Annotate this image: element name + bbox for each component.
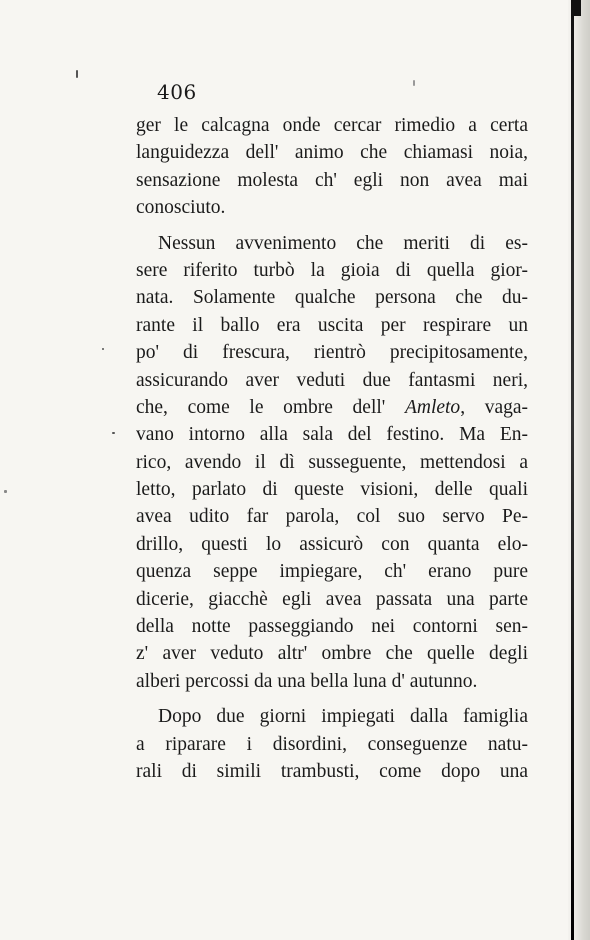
text-line: quenza seppe impiegare, ch' erano pure <box>136 561 528 583</box>
text-segment: , vaga- <box>460 396 528 418</box>
paragraph-gap <box>136 222 528 230</box>
text-line: drillo, questi lo assicurò con quanta elo- <box>136 533 528 555</box>
text-line: alberi percossi da una bella luna d' autunno. <box>136 670 478 692</box>
text-line: vano intorno alla sala del festino. Ma En- <box>136 424 528 446</box>
text-line: conosciuto. <box>136 197 226 219</box>
text-line: nata. Solamente qualche persona che du- <box>136 287 528 309</box>
page-edge-top-mark <box>573 0 581 16</box>
text-line <box>136 394 528 421</box>
paragraph <box>136 703 528 785</box>
text-line: po' di frescura, rientrò precipitosamente, <box>136 342 528 364</box>
paper-speck <box>102 348 104 350</box>
paper-speck <box>4 490 7 493</box>
text-line: ger le calcagna onde cercar rimedio a certa <box>136 115 528 136</box>
text-line: avea udito far parola, col suo servo Pe- <box>136 506 528 528</box>
italic-title: Amleto <box>404 396 461 418</box>
text-line: a riparare i disordini, conseguenze natu- <box>136 733 528 755</box>
text-segment: che, come le ombre dell' <box>136 396 405 418</box>
paper-speck <box>76 70 78 78</box>
paper-speck <box>413 80 415 86</box>
paragraph <box>136 112 528 222</box>
paper-speck <box>112 432 115 434</box>
paragraph-gap <box>136 695 528 703</box>
text-line: languidezza dell' animo che chiamasi noia, <box>136 142 528 164</box>
text-line: rico, avendo il dì susseguente, mettendosi a <box>136 451 528 473</box>
text-line: sere riferito turbò la gioia di quella gior- <box>136 259 528 281</box>
body-text <box>136 112 528 785</box>
page-number: 406 <box>157 80 197 104</box>
text-line: Nessun avvenimento che meriti di es- <box>158 232 528 254</box>
text-line: z' aver veduto altr' ombre che quelle degli <box>136 643 528 665</box>
text-line: assicurando aver veduti due fantasmi neri, <box>136 369 528 391</box>
text-line: della notte passeggiando nei contorni sen- <box>136 616 528 638</box>
text-line: dicerie, giacchè egli avea passata una parte <box>136 588 528 610</box>
text-line: rante il ballo era uscita per respirare un <box>136 314 528 336</box>
text-line: rali di simili trambusti, come dopo una <box>136 760 528 782</box>
text-line: sensazione molesta ch' egli non avea mai <box>136 169 528 191</box>
page-edge-shadow-line <box>571 0 574 940</box>
paragraph <box>136 230 528 696</box>
text-line: Dopo due giorni impiegati dalla famiglia <box>158 706 528 728</box>
text-line: letto, parlato di queste visioni, delle quali <box>136 479 528 501</box>
